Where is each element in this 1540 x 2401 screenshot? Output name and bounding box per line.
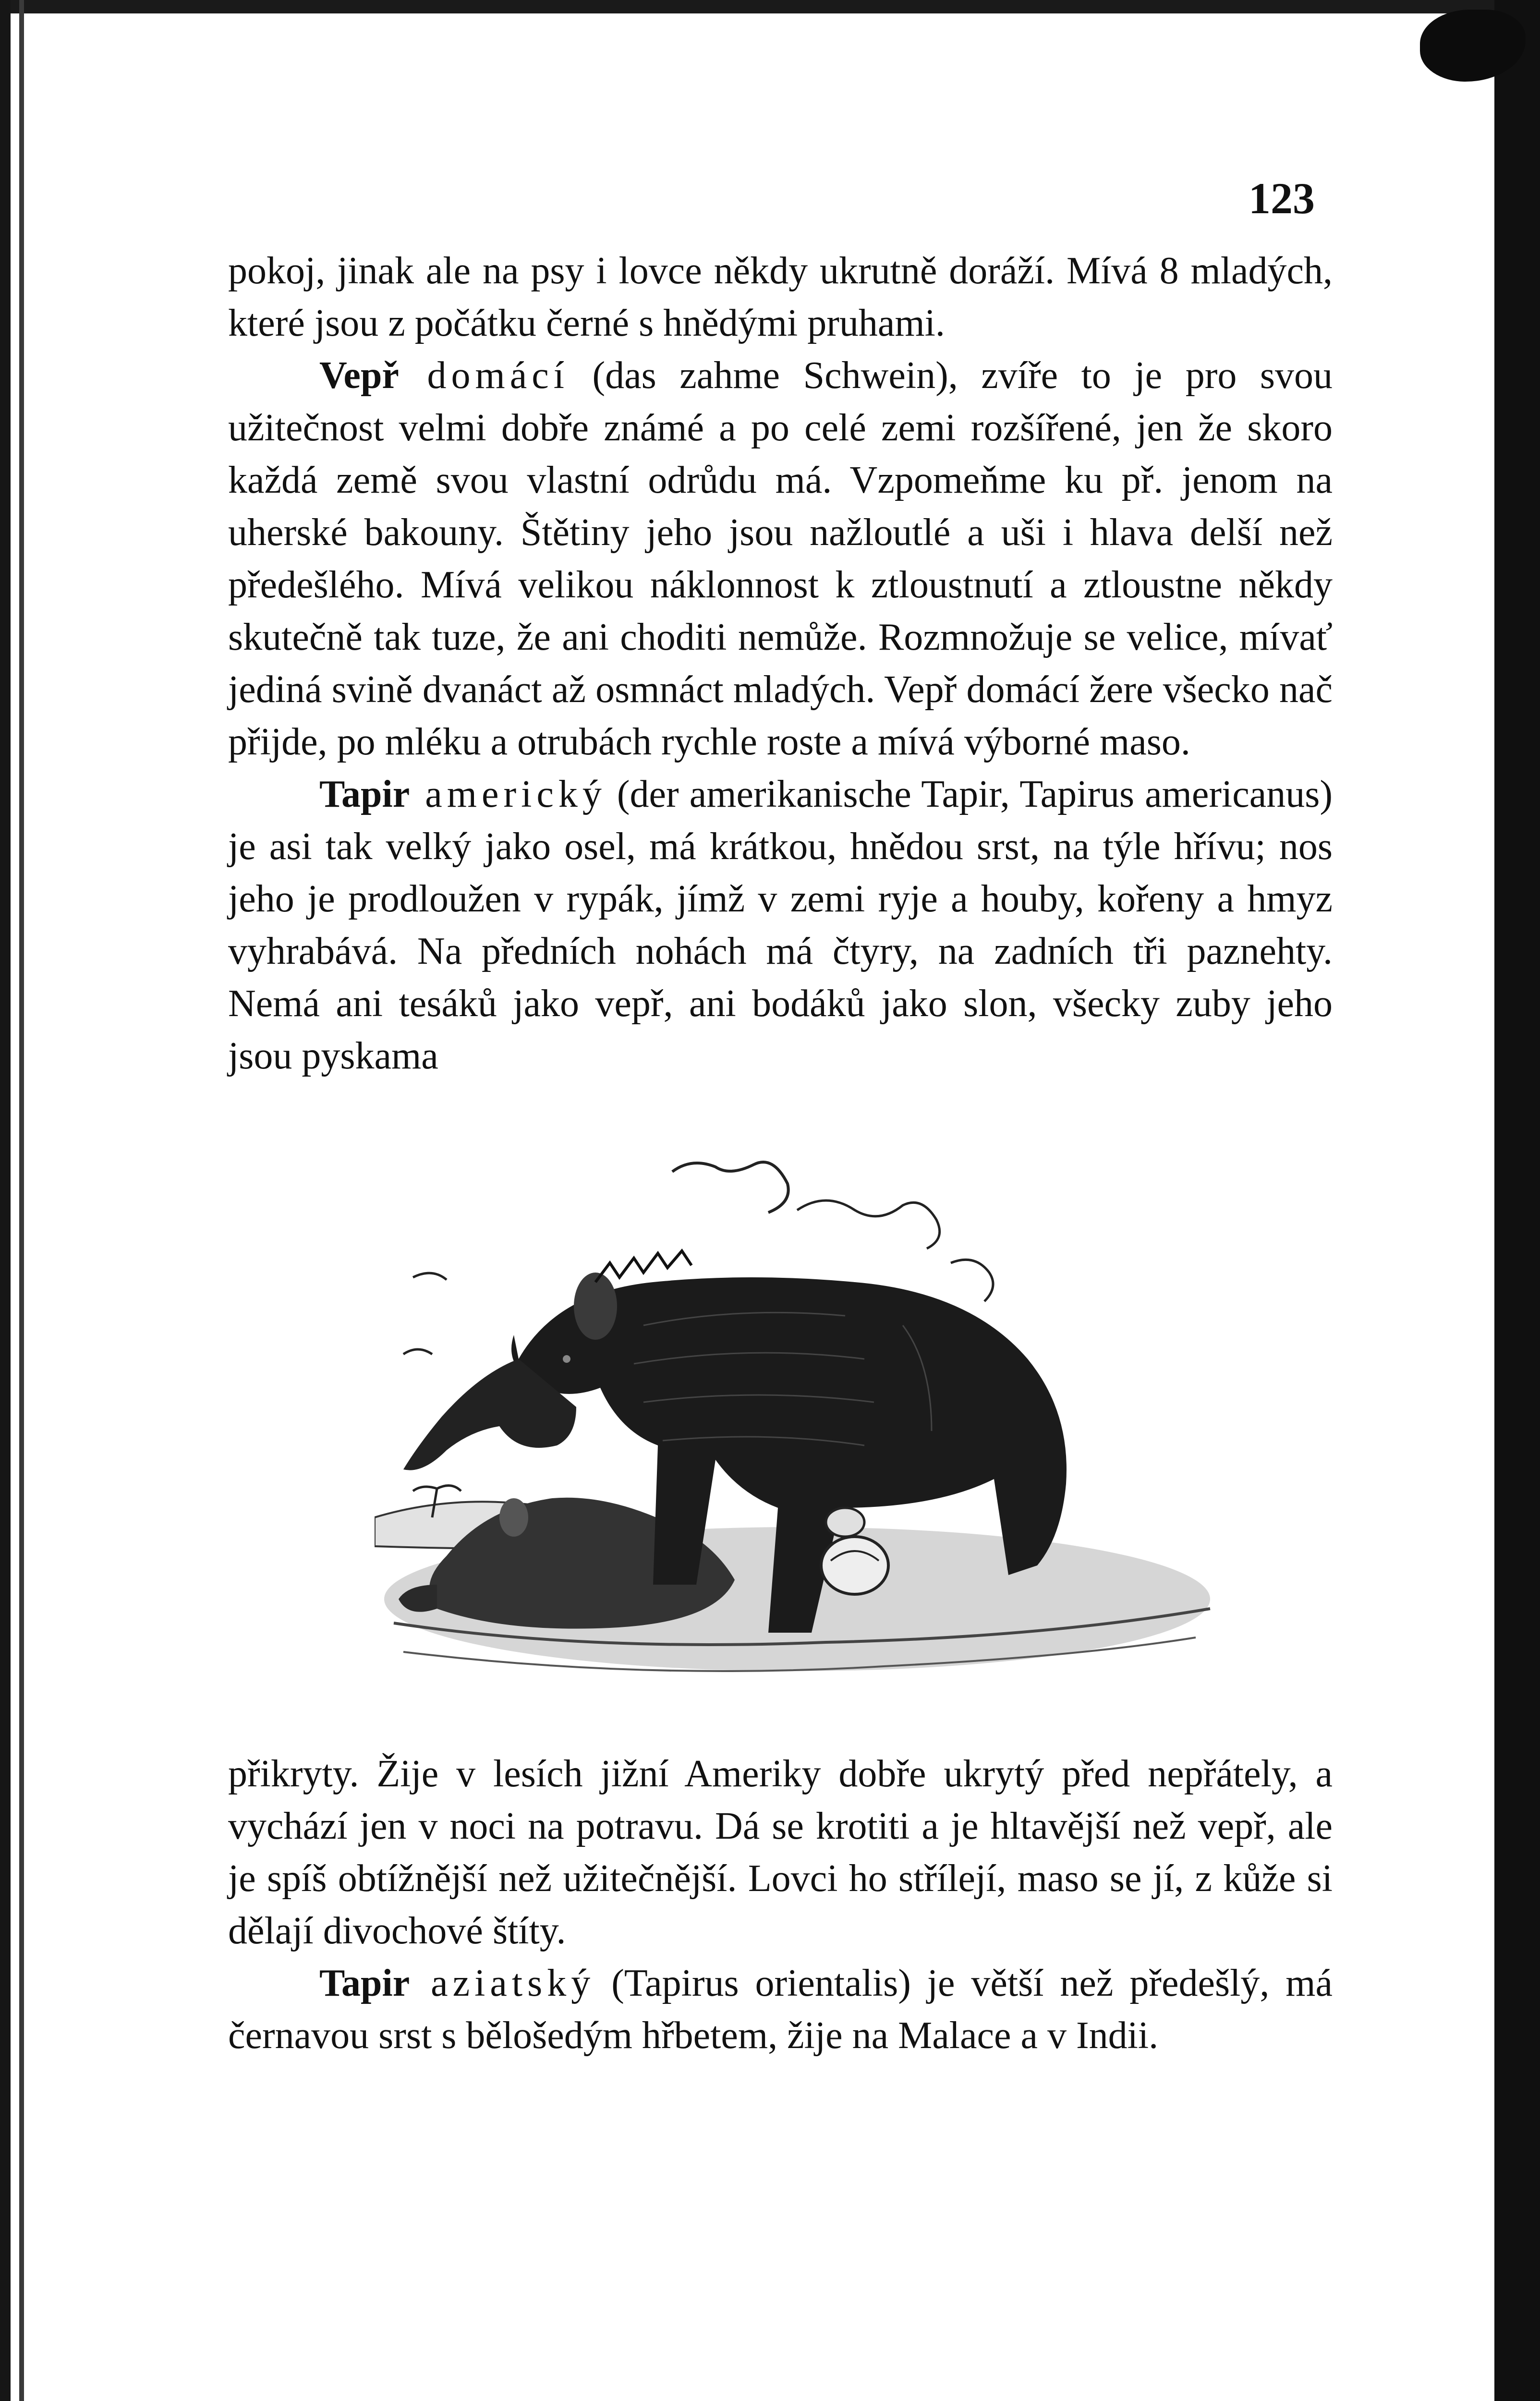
paragraph-text: (der amerikanische Tapir, Tapirus americanus) je asi tak velký jako osel, má krátkou, hnědou srst, na týle hřívu; nos jeho je prodloužen v rypák, jímž v zemi ryje a houby, kořeny a hmyz vyhrabává. Na předních nohách má čtyry, na zadních tři paznehty. Nemá ani tesáků jako vepř, ani bodáků jako slon, všecky zuby jeho jsou pyskama: [228, 773, 1333, 1077]
scan-border-right: [1494, 0, 1540, 2401]
paragraph-domestic-pig: [228, 350, 1333, 768]
paragraph-term-rest: domácí: [399, 354, 569, 397]
scan-border-top: [0, 0, 1540, 13]
paragraph-term: Vepř: [319, 354, 399, 397]
scan-border-left-inner: [19, 0, 24, 2401]
paragraph-term-rest: americký: [410, 773, 606, 815]
tapir-engraving-icon: [375, 1152, 1220, 1700]
scan-border-left: [0, 0, 11, 2401]
paragraph-text: přikryty. Žije v lesích jižní Ameriky dobře ukrytý před nepřátely, a vychází jen v noci na potravu. Dá se krotiti a je hltavější než vepř, ale je spíš obtížnější než užitečnější. Lovci ho střílejí, maso se jí, z kůže si dělají divochové štíty.: [228, 1753, 1333, 1952]
paragraph-continuation: [228, 245, 1333, 350]
paragraph-text: (Tapirus orientalis) je větší než předešlý, má černavou srst s bělošedým hřbetem, žije na Malace a v Indii.: [228, 1962, 1333, 2057]
paragraph-term: Tapir: [319, 773, 410, 815]
text-block-top: [228, 245, 1333, 1082]
paragraph-text: (das zahme Schwein), zvíře to je pro svou užitečnost velmi dobře známé a po celé zemi rozšířené, jen že skoro každá země svou vlastní odrůdu má. Vzpomeňme ku př. jenom na uherské bakouny. Štětiny jeho jsou nažloutlé a uši i hlava delší než předešlého. Mívá velikou náklonnost k ztloustnutí a ztloustne někdy skutečně tak tuze, že ani choditi nemůže. Rozmnožuje se velice, mívať jediná svině dvanáct až osmnáct mladých. Vepř domácí žere všecko nač přijde, po mléku a otrubách rychle roste a mívá výborné maso.: [228, 354, 1333, 763]
paragraph-continuation: [228, 1748, 1333, 1957]
page-number: 123: [1249, 174, 1315, 223]
paragraph-american-tapir: [228, 768, 1333, 1082]
paragraph-text: pokoj, jinak ale na psy i lovce někdy ukrutně doráží. Mívá 8 mladých, které jsou z počátku černé s hnědými pruhami.: [228, 250, 1333, 344]
paragraph-term-rest: aziatský: [410, 1962, 595, 2004]
text-block-bottom: [228, 1748, 1333, 2062]
paragraph-term: Tapir: [319, 1962, 410, 2004]
paragraph-asian-tapir: [228, 1957, 1333, 2062]
